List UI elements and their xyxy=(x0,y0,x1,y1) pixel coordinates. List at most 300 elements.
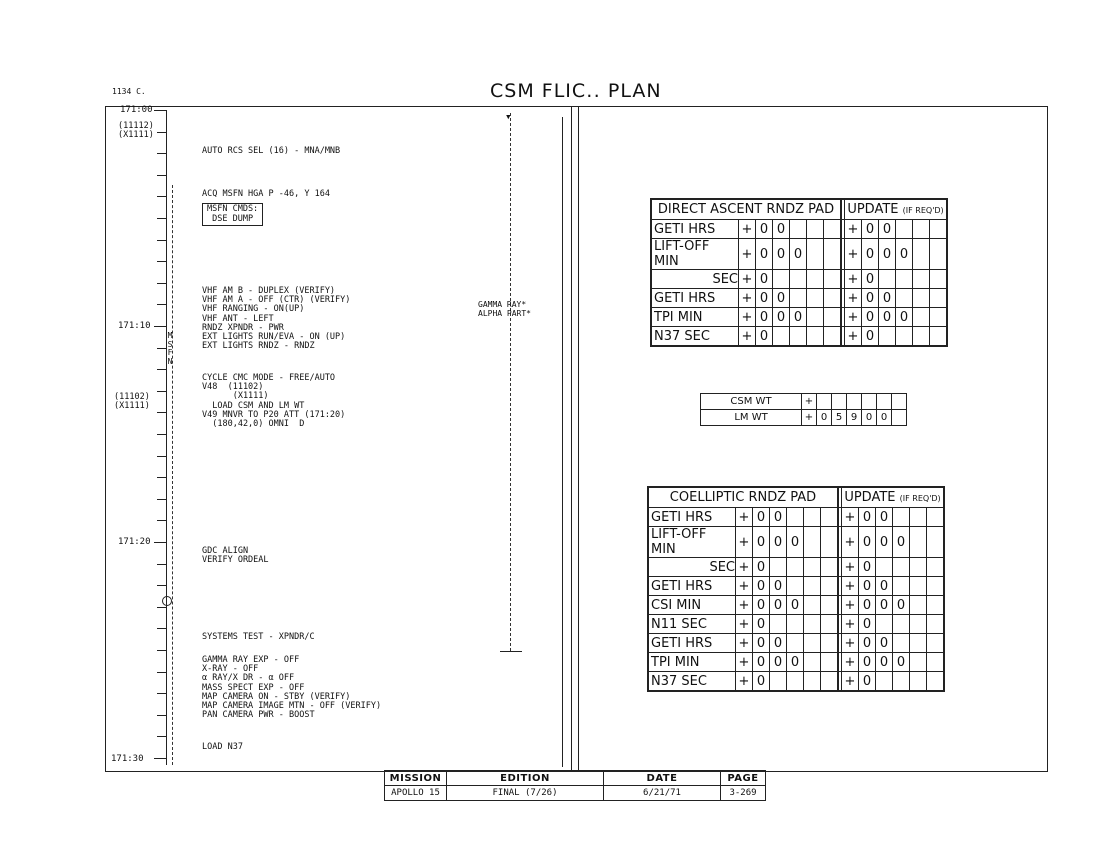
update-sub: (IF REQ'D) xyxy=(899,494,941,503)
weight-cell xyxy=(892,410,907,426)
update-cell xyxy=(913,289,930,308)
direct-pad-row-label: GETI HRS xyxy=(652,220,739,239)
update-cell xyxy=(913,239,930,270)
msfn-label: M S F N xyxy=(167,331,173,366)
update-cell xyxy=(927,634,944,653)
value-cell: 0 xyxy=(753,672,770,691)
value-cell: + xyxy=(736,615,753,634)
update-cell xyxy=(893,577,910,596)
timeline-tick xyxy=(157,283,166,284)
value-cell xyxy=(821,596,839,615)
value-cell xyxy=(790,327,807,346)
update-cell xyxy=(930,220,947,239)
value-cell: + xyxy=(736,577,753,596)
update-cell xyxy=(876,615,893,634)
update-cell: + xyxy=(845,220,862,239)
update-cell xyxy=(896,327,913,346)
step-gdc-align: GDC ALIGN VERIFY ORDEAL xyxy=(202,546,269,566)
value-cell xyxy=(824,327,842,346)
update-cell xyxy=(930,289,947,308)
direct-pad-row xyxy=(652,239,947,270)
weight-cell: 9 xyxy=(847,410,862,426)
value-cell xyxy=(821,527,839,558)
timeline-tick xyxy=(157,585,166,586)
coelliptic-pad-row-label: LIFT-OFF MIN xyxy=(649,527,736,558)
edition-header: EDITION xyxy=(447,771,604,786)
coelliptic-pad xyxy=(647,486,945,692)
value-cell: 0 xyxy=(753,596,770,615)
timeline-tick xyxy=(157,153,166,154)
update-cell: + xyxy=(842,653,859,672)
direct-pad-row-label: TPI MIN xyxy=(652,308,739,327)
station-id: (11112) (X1111) xyxy=(118,121,154,140)
update-cell xyxy=(927,558,944,577)
timeline-tick xyxy=(157,628,166,629)
value-cell xyxy=(787,672,804,691)
update-cell xyxy=(930,270,947,289)
value-cell xyxy=(787,558,804,577)
step-acq-msfn: ACQ MSFN HGA P -46, Y 164 xyxy=(202,189,330,199)
update-cell xyxy=(930,327,947,346)
update-cell: + xyxy=(845,289,862,308)
update-cell xyxy=(893,672,910,691)
update-cell xyxy=(927,527,944,558)
update-cell: + xyxy=(842,672,859,691)
value-cell: 0 xyxy=(787,653,804,672)
update-cell: 0 xyxy=(876,634,893,653)
csm-wt-label: CSM WT xyxy=(701,394,802,410)
coelliptic-pad-row-label: N11 SEC xyxy=(649,615,736,634)
coelliptic-pad-row xyxy=(649,672,944,691)
timeline-tick xyxy=(157,736,166,737)
weight-cell xyxy=(892,394,907,410)
update-cell xyxy=(913,270,930,289)
update-cell xyxy=(876,672,893,691)
weights-table xyxy=(700,393,907,426)
update-cell xyxy=(879,327,896,346)
update-cell xyxy=(879,270,896,289)
weight-cell xyxy=(817,394,832,410)
value-cell xyxy=(770,558,787,577)
weight-cell xyxy=(862,394,877,410)
update-cell: 0 xyxy=(876,653,893,672)
value-cell: + xyxy=(739,220,756,239)
value-cell: 0 xyxy=(773,289,790,308)
value-cell xyxy=(821,672,839,691)
update-cell: 0 xyxy=(859,508,876,527)
update-cell: + xyxy=(842,527,859,558)
update-cell: 0 xyxy=(893,527,910,558)
direct-pad-update xyxy=(845,200,947,220)
value-cell xyxy=(804,577,821,596)
value-cell: 0 xyxy=(770,508,787,527)
value-cell: 0 xyxy=(753,577,770,596)
update-cell: + xyxy=(845,239,862,270)
value-cell xyxy=(804,615,821,634)
value-cell xyxy=(773,270,790,289)
update-cell: + xyxy=(845,308,862,327)
value-cell: + xyxy=(736,596,753,615)
value-cell: 0 xyxy=(770,634,787,653)
timeline-tick xyxy=(157,304,166,305)
direct-pad-row xyxy=(652,270,947,289)
coelliptic-pad-title: COELLIPTIC RNDZ PAD xyxy=(649,488,839,508)
update-cell: + xyxy=(845,270,862,289)
coelliptic-pad-row xyxy=(649,653,944,672)
update-cell xyxy=(910,672,927,691)
update-cell xyxy=(910,653,927,672)
update-cell: + xyxy=(842,634,859,653)
lm-wt-label: LM WT xyxy=(701,410,802,426)
time-171-00: 171:00 xyxy=(120,105,153,115)
value-cell: 0 xyxy=(753,508,770,527)
update-cell xyxy=(930,308,947,327)
value-cell: + xyxy=(736,508,753,527)
coelliptic-pad-row xyxy=(649,596,944,615)
update-label: UPDATE xyxy=(844,490,896,505)
value-cell: 0 xyxy=(753,527,770,558)
update-cell xyxy=(910,558,927,577)
update-cell xyxy=(927,508,944,527)
update-cell: 0 xyxy=(859,558,876,577)
value-cell xyxy=(804,596,821,615)
timeline-tick xyxy=(157,348,166,349)
update-cell: + xyxy=(842,558,859,577)
update-cell: + xyxy=(842,615,859,634)
update-cell: 0 xyxy=(859,527,876,558)
update-cell: 0 xyxy=(893,653,910,672)
update-cell xyxy=(913,308,930,327)
direct-pad-row xyxy=(652,327,947,346)
update-cell: 0 xyxy=(876,508,893,527)
update-cell: 0 xyxy=(862,220,879,239)
value-cell: + xyxy=(739,239,756,270)
timeline-tick xyxy=(157,499,166,500)
update-cell: + xyxy=(842,596,859,615)
value-cell: + xyxy=(739,270,756,289)
coelliptic-pad-row-label: CSI MIN xyxy=(649,596,736,615)
update-cell: 0 xyxy=(862,327,879,346)
value-cell xyxy=(821,577,839,596)
update-cell: 0 xyxy=(896,308,913,327)
value-cell: 0 xyxy=(773,220,790,239)
value-cell: + xyxy=(739,289,756,308)
value-cell xyxy=(790,270,807,289)
direct-pad-row-label: SEC xyxy=(652,270,739,289)
page-title: CSM FLIC․․ PLAN xyxy=(490,80,662,102)
value-cell: 0 xyxy=(770,577,787,596)
update-cell xyxy=(927,653,944,672)
update-cell: 0 xyxy=(862,308,879,327)
update-cell: 0 xyxy=(876,577,893,596)
update-cell xyxy=(896,270,913,289)
value-cell xyxy=(821,558,839,577)
station-id: (11102) (X1111) xyxy=(114,392,150,411)
msfn-cmds-box: MSFN CMDS: DSE DUMP xyxy=(202,203,263,226)
timeline-tick xyxy=(157,434,166,435)
column-divider xyxy=(571,107,572,770)
value-cell xyxy=(804,558,821,577)
value-cell: + xyxy=(736,527,753,558)
update-cell xyxy=(893,634,910,653)
update-cell xyxy=(910,508,927,527)
update-cell xyxy=(927,577,944,596)
weight-cell: 0 xyxy=(862,410,877,426)
value-cell: + xyxy=(736,558,753,577)
update-cell: 0 xyxy=(896,239,913,270)
update-cell xyxy=(876,558,893,577)
arrow-down-icon: ▾ xyxy=(505,110,512,123)
update-cell xyxy=(930,239,947,270)
timeline-tick xyxy=(157,240,166,241)
value-cell: 0 xyxy=(756,289,773,308)
edition-value: FINAL (7/26) xyxy=(447,786,604,801)
value-cell: 0 xyxy=(753,615,770,634)
direct-pad-row xyxy=(652,289,947,308)
value-cell xyxy=(804,653,821,672)
step-load-n37: LOAD N37 xyxy=(202,742,243,752)
update-cell xyxy=(896,289,913,308)
value-cell xyxy=(804,634,821,653)
update-cell: 0 xyxy=(859,634,876,653)
update-cell: 0 xyxy=(862,289,879,308)
update-cell: + xyxy=(842,577,859,596)
coelliptic-pad-row-label: N37 SEC xyxy=(649,672,736,691)
value-cell xyxy=(821,615,839,634)
update-cell: 0 xyxy=(859,615,876,634)
time-171-20: 171:20 xyxy=(118,537,151,547)
timeline-tick xyxy=(154,542,166,543)
value-cell xyxy=(807,270,824,289)
weight-cell: + xyxy=(802,410,817,426)
value-cell: 0 xyxy=(770,653,787,672)
timeline-axis xyxy=(166,110,167,765)
timeline-tick xyxy=(157,477,166,478)
timeline-tick xyxy=(154,326,166,327)
experiments-label: GAMMA RAY* ALPHA PART* xyxy=(478,300,531,318)
timeline-tick xyxy=(157,391,166,392)
timeline-tick xyxy=(157,132,166,133)
value-cell xyxy=(807,220,824,239)
value-cell: + xyxy=(736,672,753,691)
value-cell: 0 xyxy=(756,308,773,327)
value-cell xyxy=(773,327,790,346)
value-cell: + xyxy=(739,308,756,327)
page-header: PAGE xyxy=(721,771,766,786)
value-cell: 0 xyxy=(773,308,790,327)
value-cell xyxy=(824,220,842,239)
update-cell xyxy=(927,672,944,691)
value-cell xyxy=(787,634,804,653)
value-cell: + xyxy=(739,327,756,346)
direct-ascent-pad xyxy=(650,198,948,347)
value-cell xyxy=(770,615,787,634)
update-cell: 0 xyxy=(893,596,910,615)
update-label: UPDATE xyxy=(847,202,899,217)
weight-cell xyxy=(847,394,862,410)
time-171-10: 171:10 xyxy=(118,321,151,331)
value-cell: 0 xyxy=(756,327,773,346)
direct-pad-row-label: GETI HRS xyxy=(652,289,739,308)
update-cell xyxy=(910,527,927,558)
value-cell xyxy=(821,634,839,653)
weight-cell: + xyxy=(802,394,817,410)
direct-pad-row-label: N37 SEC xyxy=(652,327,739,346)
direct-pad-row-label: LIFT-OFF MIN xyxy=(652,239,739,270)
value-cell xyxy=(824,289,842,308)
coelliptic-pad-row xyxy=(649,508,944,527)
value-cell xyxy=(787,615,804,634)
update-cell xyxy=(893,558,910,577)
date-header: DATE xyxy=(604,771,721,786)
value-cell: 0 xyxy=(753,558,770,577)
value-cell xyxy=(824,239,842,270)
mission-value: APOLLO 15 xyxy=(385,786,447,801)
timeline-tick xyxy=(157,196,166,197)
update-sub: (IF REQ'D) xyxy=(902,206,944,215)
timeline-tick xyxy=(157,175,166,176)
weight-cell: 5 xyxy=(832,410,847,426)
date-value: 6/21/71 xyxy=(604,786,721,801)
value-cell xyxy=(821,653,839,672)
weight-cell: 0 xyxy=(817,410,832,426)
update-cell: 0 xyxy=(879,308,896,327)
experiment-line xyxy=(510,113,511,651)
direct-pad-row xyxy=(652,220,947,239)
value-cell: 0 xyxy=(790,239,807,270)
update-cell: 0 xyxy=(859,653,876,672)
coelliptic-pad-row-label: TPI MIN xyxy=(649,653,736,672)
update-cell: 0 xyxy=(859,577,876,596)
experiment-end-bar xyxy=(500,651,522,652)
update-cell xyxy=(927,596,944,615)
update-cell: + xyxy=(842,508,859,527)
timeline-tick xyxy=(157,607,166,608)
value-cell: 0 xyxy=(770,596,787,615)
step-systems-test: SYSTEMS TEST - XPNDR/C xyxy=(202,632,315,642)
update-cell xyxy=(893,508,910,527)
timeline-tick xyxy=(157,261,166,262)
mission-header: MISSION xyxy=(385,771,447,786)
coelliptic-pad-row-label: GETI HRS xyxy=(649,508,736,527)
coelliptic-pad-row-label: GETI HRS xyxy=(649,577,736,596)
time-171-30: 171:30 xyxy=(111,754,144,764)
update-cell: 0 xyxy=(879,220,896,239)
value-cell: 0 xyxy=(756,270,773,289)
value-cell: 0 xyxy=(787,527,804,558)
update-cell xyxy=(910,634,927,653)
update-cell xyxy=(910,615,927,634)
weight-cell xyxy=(877,394,892,410)
timeline-tick xyxy=(157,715,166,716)
direct-pad-title: DIRECT ASCENT RNDZ PAD xyxy=(652,200,842,220)
value-cell: 0 xyxy=(787,596,804,615)
update-cell xyxy=(896,220,913,239)
update-cell: 0 xyxy=(879,239,896,270)
update-cell xyxy=(893,615,910,634)
page-ref: 1134 C. xyxy=(112,87,146,96)
timeline-tick xyxy=(154,758,166,759)
update-cell: 0 xyxy=(862,270,879,289)
update-cell: 0 xyxy=(859,672,876,691)
value-cell xyxy=(790,220,807,239)
value-cell xyxy=(821,508,839,527)
timeline-tick xyxy=(157,412,166,413)
value-cell xyxy=(804,672,821,691)
coelliptic-pad-row-label: GETI HRS xyxy=(649,634,736,653)
update-cell: 0 xyxy=(876,527,893,558)
value-cell xyxy=(804,527,821,558)
value-cell xyxy=(804,508,821,527)
coelliptic-pad-row xyxy=(649,558,944,577)
value-cell: 0 xyxy=(756,220,773,239)
value-cell xyxy=(807,239,824,270)
timeline-tick xyxy=(157,693,166,694)
msfn-coverage-line xyxy=(172,185,173,765)
page-footer xyxy=(384,770,766,801)
weight-cell xyxy=(832,394,847,410)
timeline-tick xyxy=(157,520,166,521)
step-experiments-off: GAMMA RAY EXP - OFF X-RAY - OFF α RAY/X DR - α OFF MASS SPECT EXP - OFF MAP CAMERA ON - STBY (VERIFY) MAP CAMERA IMAGE MTN - OFF (VERIFY) PAN CAMERA PWR - BOOST xyxy=(202,655,382,721)
value-cell: 0 xyxy=(756,239,773,270)
value-cell xyxy=(807,327,824,346)
value-cell xyxy=(807,289,824,308)
step-vhf-config: VHF AM B - DUPLEX (VERIFY) VHF AM A - OFF (CTR) (VERIFY) VHF RANGING - ON(UP) VHF ANT - LEFT RNDZ XPNDR - PWR EXT LIGHTS RUN/EVA - ON (UP) EXT LIGHTS RNDZ - RNDZ xyxy=(202,286,351,352)
right-vertical-line xyxy=(562,117,563,767)
timeline-tick xyxy=(154,110,166,111)
timeline-tick xyxy=(157,369,166,370)
page-value: 3-269 xyxy=(721,786,766,801)
value-cell xyxy=(807,308,824,327)
update-cell: 0 xyxy=(862,239,879,270)
coelliptic-pad-update xyxy=(842,488,944,508)
timeline-tick xyxy=(157,456,166,457)
step-auto-rcs: AUTO RCS SEL (16) - MNA/MNB xyxy=(202,146,341,156)
weight-cell: 0 xyxy=(877,410,892,426)
value-cell xyxy=(787,577,804,596)
update-cell xyxy=(913,327,930,346)
step-cmc-mode: CYCLE CMC MODE - FREE/AUTO V48 (11102) (X1111) LOAD CSM AND LM WT V49 MNVR TO P20 ATT (171:20) (180,42,0) OMNI D xyxy=(202,373,346,430)
update-cell: + xyxy=(845,327,862,346)
value-cell xyxy=(787,508,804,527)
coelliptic-pad-row-label: SEC xyxy=(649,558,736,577)
coelliptic-pad-row xyxy=(649,615,944,634)
event-marker xyxy=(162,596,172,606)
value-cell: 0 xyxy=(770,527,787,558)
timeline-tick xyxy=(157,672,166,673)
value-cell: 0 xyxy=(790,308,807,327)
value-cell xyxy=(824,270,842,289)
update-cell: 0 xyxy=(859,596,876,615)
update-cell: 0 xyxy=(879,289,896,308)
update-cell xyxy=(910,596,927,615)
value-cell: 0 xyxy=(773,239,790,270)
value-cell: + xyxy=(736,653,753,672)
value-cell: 0 xyxy=(753,634,770,653)
coelliptic-pad-row xyxy=(649,634,944,653)
value-cell: + xyxy=(736,634,753,653)
value-cell xyxy=(770,672,787,691)
coelliptic-pad-row xyxy=(649,527,944,558)
value-cell xyxy=(824,308,842,327)
column-divider xyxy=(578,107,579,770)
value-cell: 0 xyxy=(753,653,770,672)
timeline-tick xyxy=(157,218,166,219)
update-cell xyxy=(910,577,927,596)
update-cell xyxy=(927,615,944,634)
coelliptic-pad-row xyxy=(649,577,944,596)
timeline-tick xyxy=(157,564,166,565)
